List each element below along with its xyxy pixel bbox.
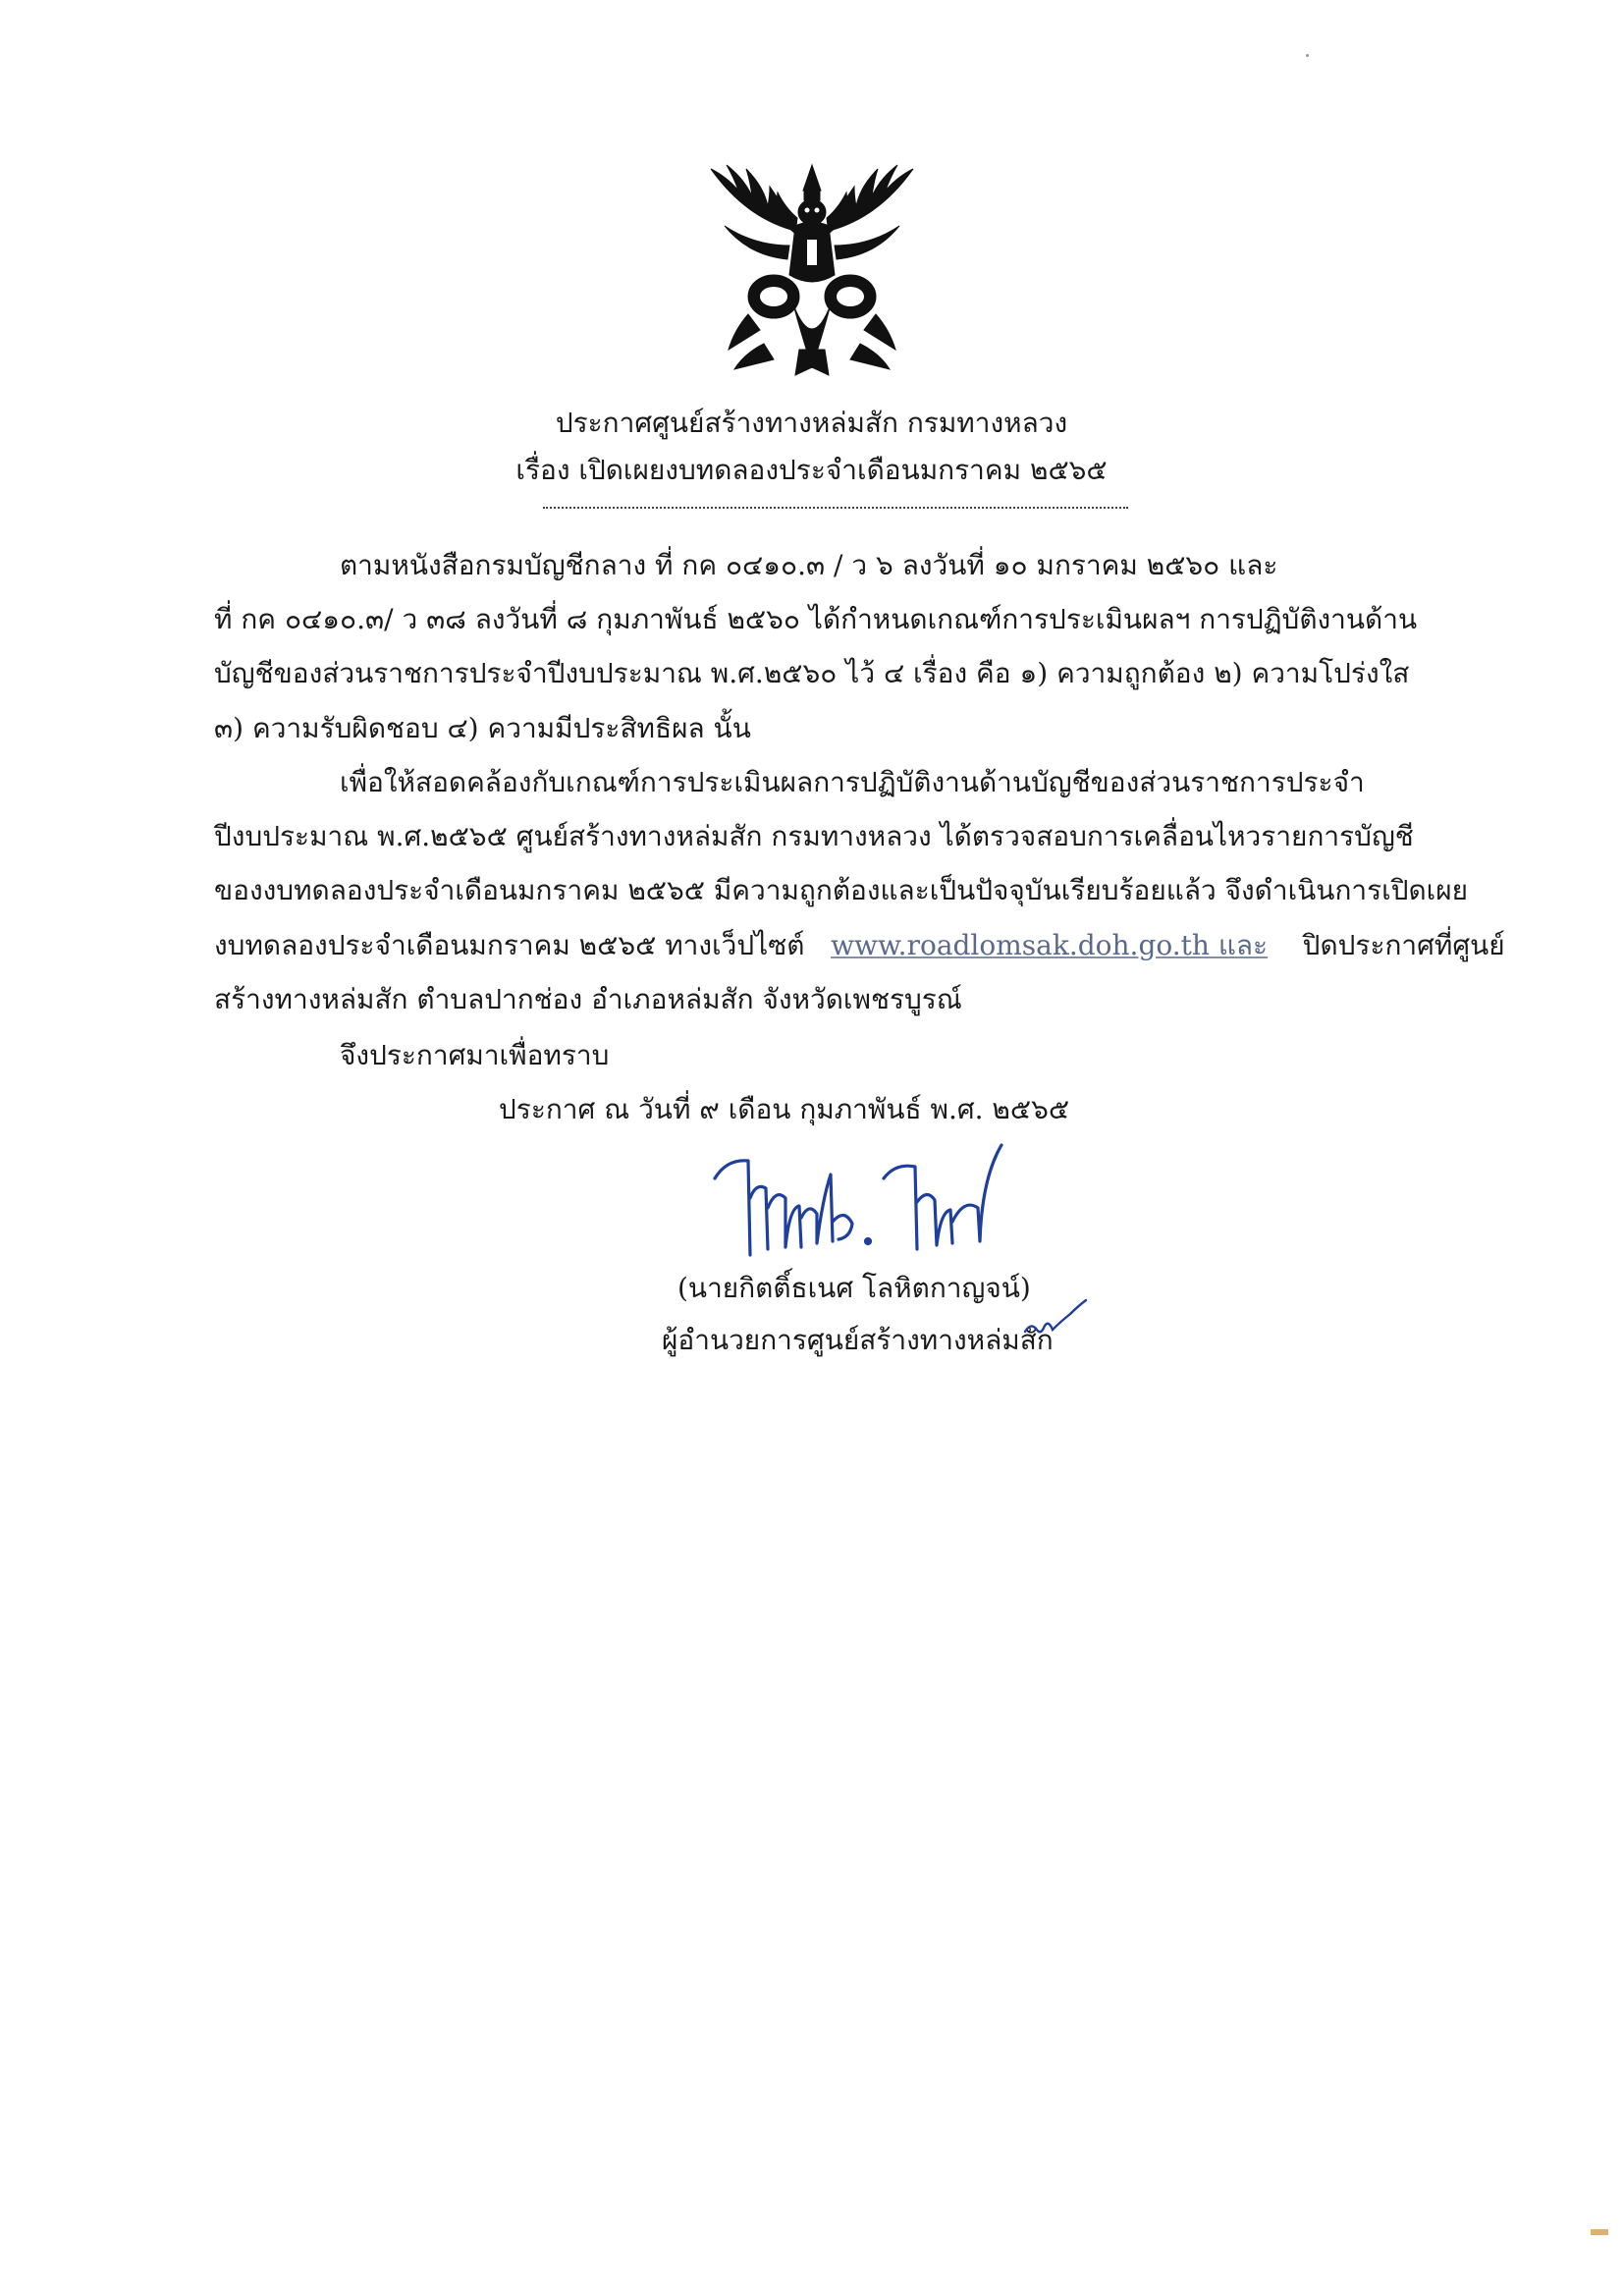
- closing-line: จึงประกาศมาเพื่อทราบ: [340, 1039, 610, 1071]
- scan-speck: [1306, 54, 1309, 57]
- dotted-divider: [543, 507, 1128, 509]
- date-line: ประกาศ ณ วันที่ ๙ เดือน กุมภาพันธ์ พ.ศ. ๒๕๖๕: [499, 1093, 1070, 1125]
- para1-line2: ที่ กค ๐๔๑๐.๓/ ว ๓๘ ลงวันที่ ๘ กุมภาพันธ์ ๒๕๖๐ ได้กำหนดเกณฑ์การประเมินผลฯ การปฏิบัติงานด้าน: [214, 603, 1418, 635]
- signatory-position: ผู้อำนวยการศูนย์สร้างทางหล่มสัก: [662, 1324, 1054, 1356]
- para1-line4: ๓) ความรับผิดชอบ ๔) ความมีประสิทธิผล นั้น: [214, 712, 751, 744]
- para2-line5: สร้างทางหล่มสัก ตำบลปากช่อง อำเภอหล่มสัก จังหวัดเพชรบูรณ์: [214, 983, 962, 1015]
- website-link[interactable]: www.roadlomsak.doh.go.th และ: [831, 929, 1269, 961]
- garuda-emblem-icon: [705, 157, 919, 383]
- para2-line1: เพื่อให้สอดคล้องกับเกณฑ์การประเมินผลการปฏิบัติงานด้านบัญชีของส่วนราชการประจำ: [340, 766, 1365, 798]
- para2-line3: ของงบทดลองประจำเดือนมกราคม ๒๕๖๕ มีความถูกต้องและเป็นปัจจุบันเรียบร้อยแล้ว จึงดำเนินการเปิดเผย: [214, 874, 1469, 906]
- handwritten-signature: [707, 1139, 1041, 1267]
- para1-line3: บัญชีของส่วนราชการประจำปีงบประมาณ พ.ศ.๒๕๖๐ ไว้ ๔ เรื่อง คือ ๑) ความถูกต้อง ๒) ความโปร่งใส: [214, 657, 1410, 689]
- announcement-title: ประกาศศูนย์สร้างทางหล่มสัก กรมทางหลวง: [555, 407, 1068, 439]
- handwritten-initials: [1021, 1296, 1090, 1343]
- para2-line2: ปีงบประมาณ พ.ศ.๒๕๖๕ ศูนย์สร้างทางหล่มสัก กรมทางหลวง ได้ตรวจสอบการเคลื่อนไหวรายการบัญชี: [214, 820, 1414, 852]
- para1-line1: ตามหนังสือกรมบัญชีกลาง ที่ กค ๐๔๑๐.๓ / ว ๖ ลงวันที่ ๑๐ มกราคม ๒๕๖๐ และ: [340, 549, 1278, 581]
- scan-artifact: [1591, 2229, 1608, 2235]
- signatory-name: (นายกิตติ์ธเนศ โลหิตกาญจน์): [677, 1272, 1031, 1304]
- para2-line4-prefix: งบทดลองประจำเดือนมกราคม ๒๕๖๕ ทางเว็ปไซต์: [214, 929, 805, 961]
- para2-line4: [214, 926, 1505, 965]
- announcement-subject: เรื่อง เปิดเผยงบทดลองประจำเดือนมกราคม ๒๕๖๕: [515, 454, 1108, 486]
- para2-line4-suffix: ปิดประกาศที่ศูนย์: [1302, 929, 1505, 961]
